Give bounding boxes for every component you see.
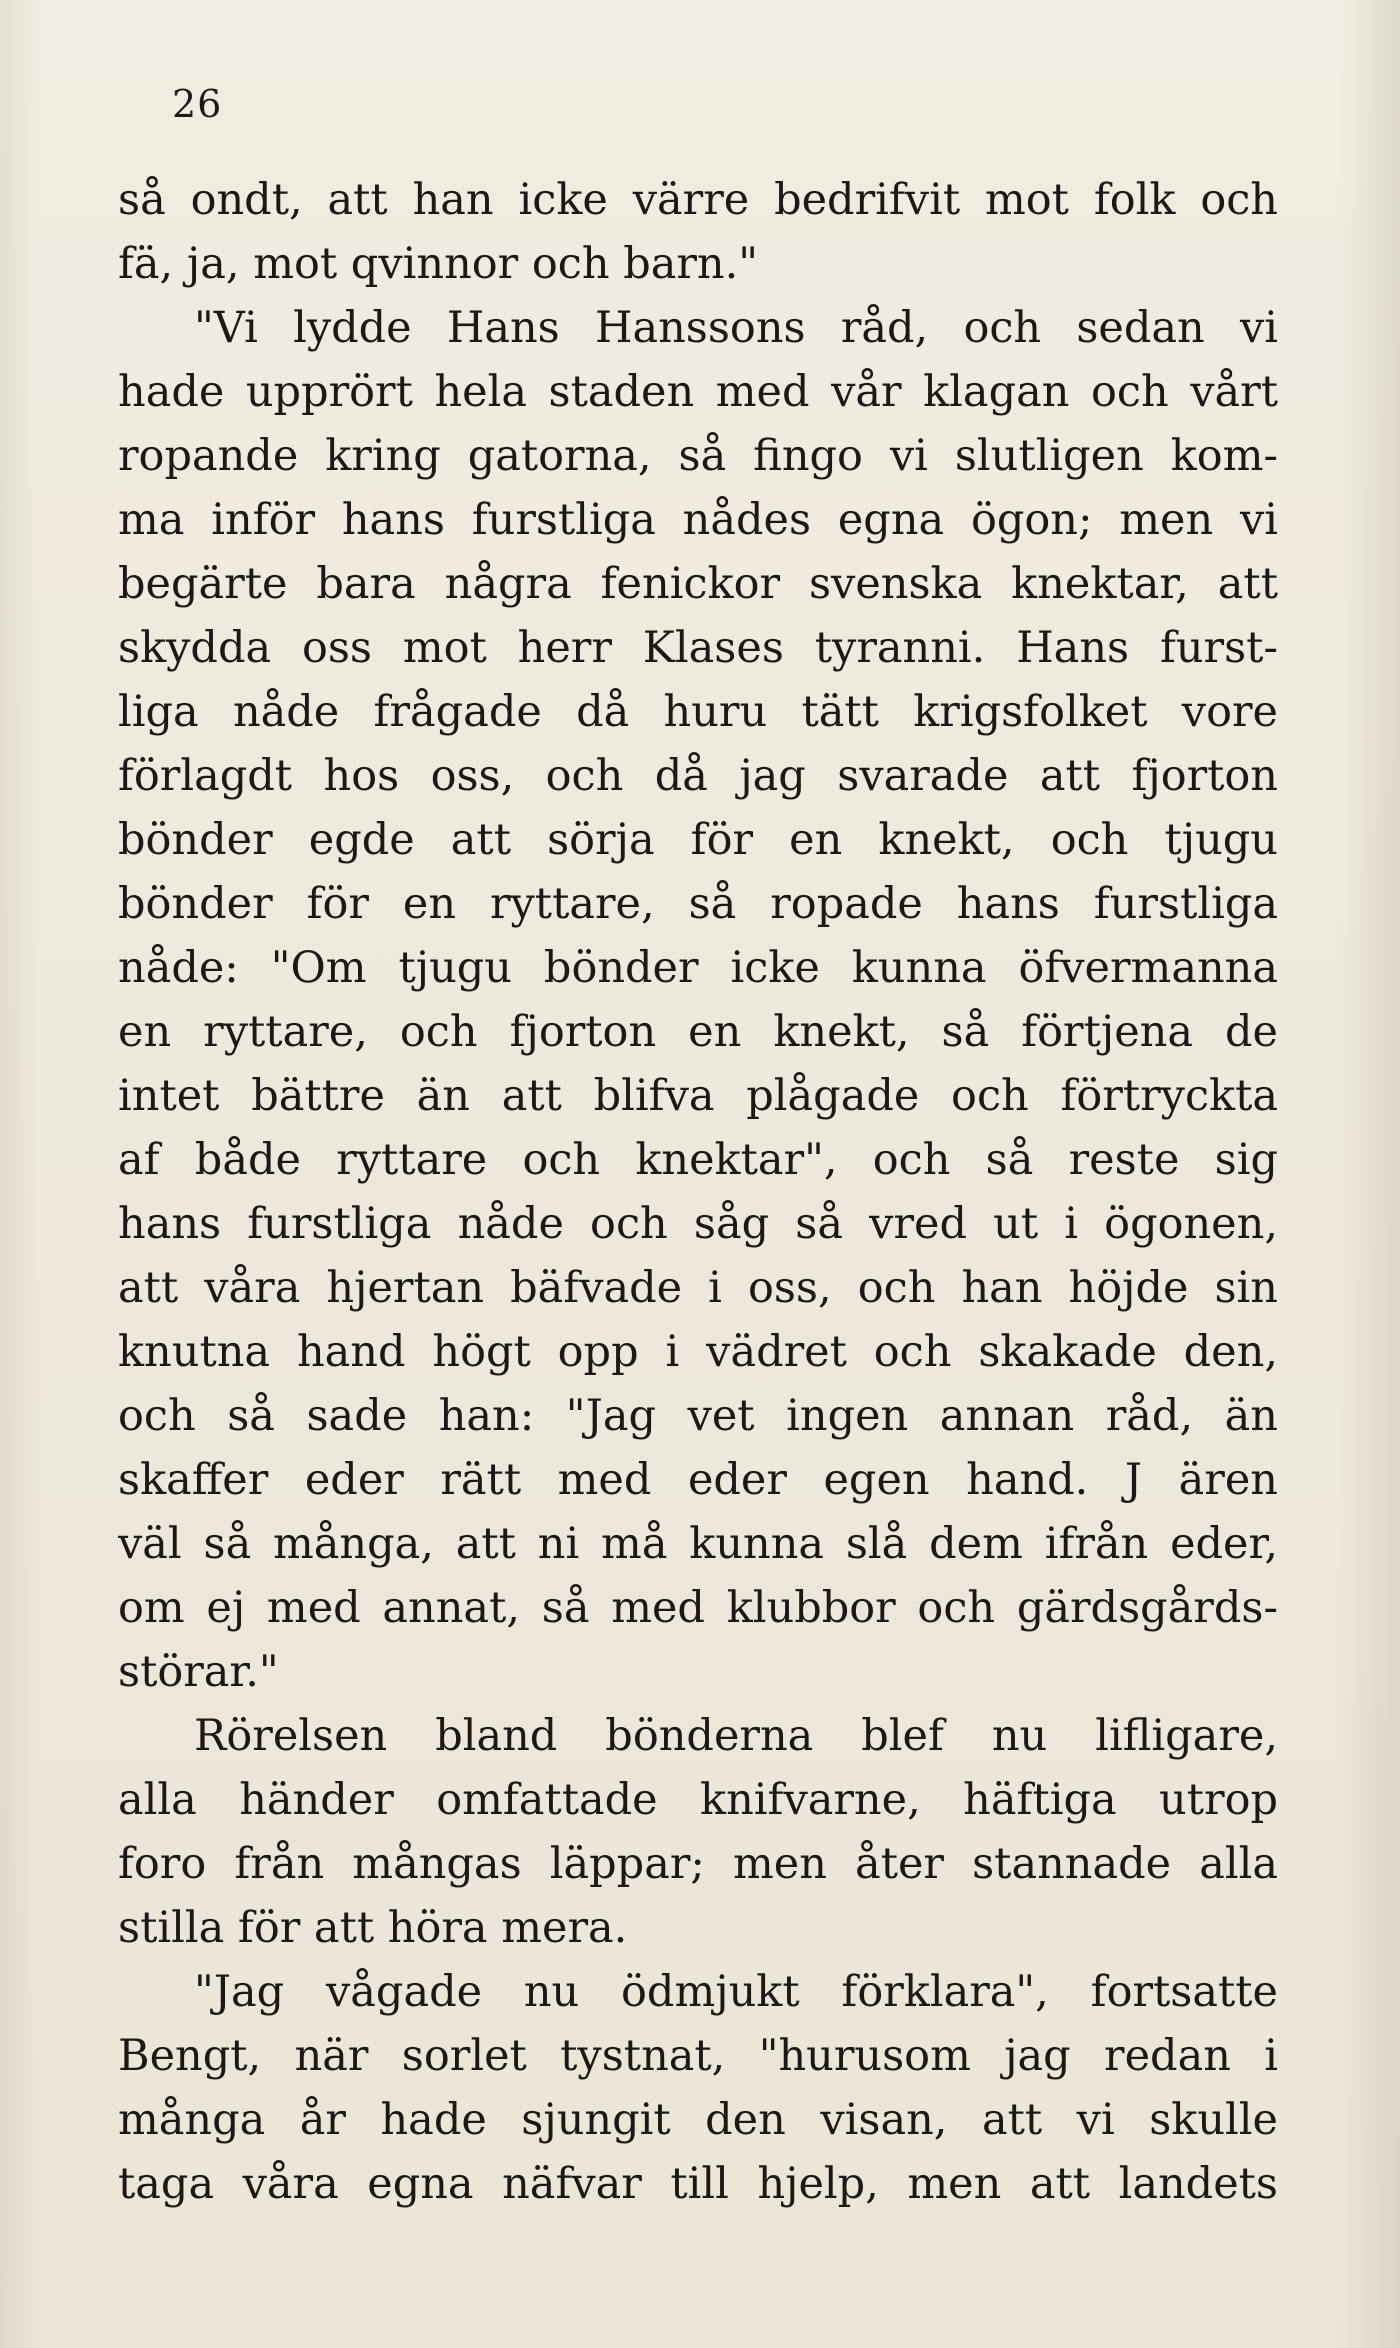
text-line: skaffer eder rätt med eder egen hand. J ären	[118, 1455, 1278, 1505]
text-line: väl så många, att ni må kunna slå dem ifrån eder,	[118, 1519, 1278, 1569]
text-line: taga våra egna näfvar till hjelp, men att landets	[118, 2159, 1278, 2209]
text-line: skydda oss mot herr Klases tyranni. Hans furst-	[118, 623, 1278, 673]
text-line: alla händer omfattade knifvarne, häftiga utrop	[118, 1775, 1278, 1825]
text-line: en ryttare, och fjorton en knekt, så förtjena de	[118, 1007, 1278, 1057]
text-line: förlagdt hos oss, och då jag svarade att fjorton	[118, 751, 1278, 801]
text-line: hade upprört hela staden med vår klagan och vårt	[118, 367, 1278, 417]
text-line: och så sade han: "Jag vet ingen annan råd, än	[118, 1391, 1278, 1441]
text-line: fä, ja, mot qvinnor och barn."	[118, 239, 759, 289]
text-line: så ondt, att han icke värre bedrifvit mot folk och	[118, 175, 1278, 225]
text-line: om ej med annat, så med klubbor och gärdsgårds-	[118, 1583, 1278, 1633]
text-line: ropande kring gatorna, så fingo vi slutligen kom-	[118, 431, 1278, 481]
text-line: foro från mångas läppar; men åter stannade alla	[118, 1839, 1278, 1889]
text-line: bönder egde att sörja för en knekt, och tjugu	[118, 815, 1278, 865]
text-line: ma inför hans furstliga nådes egna ögon; men vi	[118, 495, 1278, 545]
text-line: intet bättre än att blifva plågade och förtryckta	[118, 1071, 1278, 1121]
text-line: af både ryttare och knektar", och så reste sig	[118, 1135, 1278, 1185]
text-line: begärte bara några fenickor svenska knektar, att	[118, 559, 1278, 609]
text-line: störar."	[118, 1647, 279, 1697]
page-number: 26	[172, 82, 223, 126]
text-line: "Jag vågade nu ödmjukt förklara", fortsatte	[194, 1967, 1278, 2017]
text-line: liga nåde frågade då huru tätt krigsfolket vore	[118, 687, 1278, 737]
text-line: bönder för en ryttare, så ropade hans furstliga	[118, 879, 1278, 929]
text-line: Bengt, när sorlet tystnat, "hurusom jag redan i	[118, 2031, 1278, 2081]
text-line: många år hade sjungit den visan, att vi skulle	[118, 2095, 1278, 2145]
text-line: knutna hand högt opp i vädret och skakade den,	[118, 1327, 1278, 1377]
body-text	[118, 168, 1278, 2216]
text-line: nåde: "Om tjugu bönder icke kunna öfvermanna	[118, 943, 1278, 993]
text-line: hans furstliga nåde och såg så vred ut i ögonen,	[118, 1199, 1278, 1249]
text-line: stilla för att höra mera.	[118, 1903, 628, 1953]
text-line: att våra hjertan bäfvade i oss, och han höjde sin	[118, 1263, 1278, 1313]
text-line: Rörelsen bland bönderna blef nu lifligare,	[194, 1711, 1278, 1761]
text-line: "Vi lydde Hans Hanssons råd, och sedan vi	[194, 303, 1278, 353]
